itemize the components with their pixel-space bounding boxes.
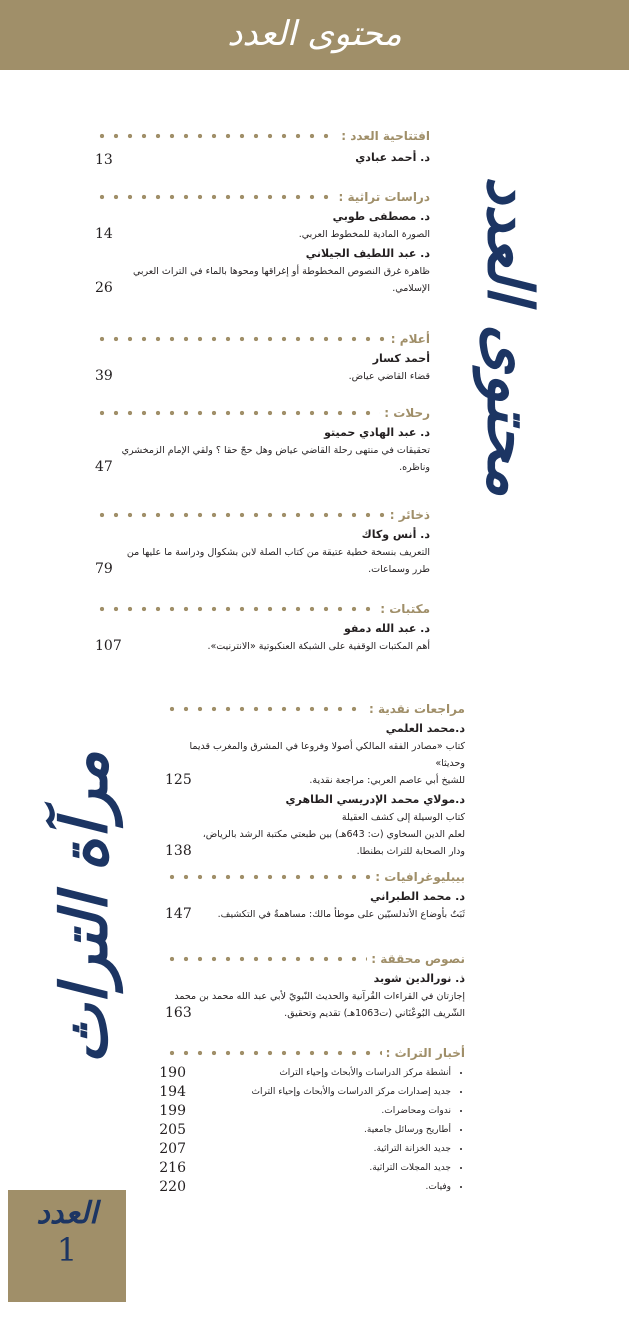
toc-section-treasures (95, 506, 430, 578)
list-item[interactable] (159, 1102, 451, 1121)
entry-title: ظاهرة غرق النصوص المخطوطة أو إغراقها ومحوها بالماء في التراث العربي (132, 266, 430, 277)
toc-entry-line[interactable] (95, 263, 430, 280)
toc-section-journeys (95, 404, 430, 476)
item-text: جديد المجلات التراثية. (369, 1163, 451, 1173)
entry-title: التعريف بنسخة خطية عتيقة من كتاب الصلة لابن بشكوال ودراسة ما عليها من (126, 547, 430, 558)
entry-title: ودار الصحابة للتراث بطنطا. (356, 846, 465, 857)
news-list (159, 1064, 465, 1197)
vertical-title-journal (30, 700, 140, 1100)
entry-title: إجازتان في القراءات القُرآنية والحديث النّبويّ لأبي عبد الله محمد بن محمد (174, 991, 465, 1002)
toc-entry-line[interactable] (165, 826, 465, 843)
dotted-rule (95, 133, 337, 139)
issue-badge (8, 1190, 126, 1302)
issue-number: 1 (56, 1231, 78, 1269)
toc-entry-line[interactable] (95, 280, 430, 297)
entry-title: الشّريف البُوعْنَاني (ت1063هـ) تقديم وتحقيق. (284, 1008, 465, 1019)
toc-section-figures (95, 330, 430, 385)
author-name: د. عبد اللطيف الجيلاني (305, 247, 430, 260)
section-title: رحلات : (384, 406, 430, 420)
toc-entry-line[interactable] (95, 459, 430, 476)
toc-section-studies (95, 188, 430, 297)
dotted-rule (165, 956, 367, 962)
toc-section-editorial (95, 127, 430, 169)
list-item[interactable] (159, 1083, 451, 1102)
page-number: 14 (95, 226, 113, 242)
entry-title: أهم المكتبات الوقفية على الشبكة العنكبوتية «الانترنيت». (207, 641, 430, 652)
issue-label: العدد (36, 1196, 98, 1231)
entry-title: الصورة المادية للمخطوط العربي. (298, 229, 430, 240)
page-number: 207 (159, 1141, 186, 1157)
page-number: 220 (159, 1179, 186, 1195)
entry-title: طرر وسماعات. (368, 564, 430, 575)
author-name: د. مصطفى طوبي (332, 210, 430, 223)
toc-entry-line[interactable] (165, 738, 465, 772)
item-text: ندوات ومحاضرات. (381, 1106, 451, 1116)
section-title: أخبار التراث : (385, 1046, 465, 1060)
page-number: 147 (165, 906, 192, 922)
section-title: أعلام : (390, 332, 430, 346)
page-number: 125 (165, 772, 192, 788)
page-number: 138 (165, 843, 192, 859)
list-item[interactable] (159, 1159, 451, 1178)
author-name: د.مولاي محمد الإدريسي الطاهري (285, 793, 465, 806)
entry-title: تحقيقات في منتهى رحلة القاضي عياض وهل حجّ حقا ؟ ولقي الإمام الزمخشري (121, 445, 430, 456)
author-name: ذ. نورالدين شوبد (373, 972, 465, 985)
section-title: افتتاحية العدد : (341, 129, 430, 143)
item-text: أنشطة مركز الدراسات والأبحاث وإحياء التراث (279, 1068, 451, 1078)
toc-entry-line[interactable] (95, 561, 430, 578)
author-name: د.محمد العلمي (385, 722, 465, 735)
entry-title: ثَبَتٌ بأوضاع الأندلسيّين على موطأ مالك: مساهمةٌ في التكشيف. (217, 909, 465, 920)
dotted-rule (95, 606, 376, 612)
toc-section-edited-texts (165, 950, 465, 1022)
toc-entry[interactable] (95, 149, 430, 169)
toc-entry-line[interactable] (165, 988, 465, 1005)
toc-entry-line[interactable] (165, 843, 465, 860)
list-item[interactable] (159, 1178, 451, 1197)
dotted-rule (165, 874, 371, 880)
page-number: 199 (159, 1103, 186, 1119)
toc-entry-line[interactable] (165, 809, 465, 826)
page-number: 39 (95, 368, 113, 384)
page-number: 47 (95, 459, 113, 475)
entry-title: لعلم الدين السخاوي (ت: 643هـ) بين طبعتي مكتبة الرشد بالرياض، (202, 829, 465, 840)
entry-title: للشيخ أبي عاصم العربي: مراجعة نقدية. (309, 775, 465, 786)
toc-entry-line[interactable] (95, 442, 430, 459)
toc-section-bibliographies (165, 868, 465, 923)
entry-title: كتاب الوسيلة إلى كشف العقيلة (341, 812, 465, 823)
toc-entry[interactable] (95, 368, 430, 385)
dotted-rule (95, 194, 335, 200)
dotted-rule (95, 410, 380, 416)
dotted-rule (95, 512, 386, 518)
section-title: نصوص محققة : (371, 952, 465, 966)
item-text: أطاريح ورسائل جامعية. (364, 1125, 451, 1135)
page-title: محتوى العدد (227, 14, 402, 54)
toc-entry[interactable] (165, 906, 465, 923)
toc-section-heritage-news (159, 1044, 465, 1197)
section-title: دراسات تراثية : (338, 190, 430, 204)
section-title: ذخائر : (389, 508, 430, 522)
toc-entry-line[interactable] (95, 544, 430, 561)
toc-section-reviews (165, 700, 465, 860)
page-number: 216 (159, 1160, 186, 1176)
author-name: د. أنس وكاك (361, 528, 430, 541)
section-title: مراجعات نقدية : (368, 702, 465, 716)
toc-section-libraries (95, 600, 430, 655)
dotted-rule (165, 706, 365, 712)
item-text: جديد إصدارات مركز الدراسات والأبحاث وإحياء التراث (251, 1087, 451, 1097)
header-band (0, 0, 629, 70)
section-title: مكتبات : (380, 602, 430, 616)
page-number: 26 (95, 280, 113, 296)
page-number: 190 (159, 1065, 186, 1081)
vertical-title-text: محتوى العدد (473, 176, 547, 497)
page-number: 163 (165, 1005, 192, 1021)
dotted-rule (95, 336, 387, 342)
author-name: د. محمد الطبراني (370, 890, 465, 903)
toc-entry-line[interactable] (165, 772, 465, 789)
toc-entry[interactable] (95, 638, 430, 655)
list-item[interactable] (159, 1121, 451, 1140)
author-name: د. أحمد عبادي (355, 151, 430, 164)
section-title: بيبليوغرافيات : (375, 870, 465, 884)
page-number: 79 (95, 561, 113, 577)
toc-entry[interactable] (95, 226, 430, 243)
page-number: 205 (159, 1122, 186, 1138)
entry-title: كتاب «مصادر الفقه المالكي أصولا وفروعا في المشرق والمغرب قديما وحديثا» (189, 741, 465, 769)
author-name: د. عبد الله دمفو (343, 622, 430, 635)
page-number: 194 (159, 1084, 186, 1100)
dotted-rule (165, 1050, 382, 1056)
entry-title: وناظره. (399, 462, 430, 473)
entry-title: الإسلامي. (392, 283, 430, 294)
list-item[interactable] (159, 1140, 451, 1159)
entry-title: قضاء القاضي عياض. (348, 371, 430, 382)
journal-logo-text: مرآة التراث (47, 750, 123, 1065)
toc-entry-line[interactable] (165, 1005, 465, 1022)
page-number: 107 (95, 638, 122, 654)
list-item[interactable] (159, 1064, 451, 1083)
item-text: جديد الخزانة التراثية. (373, 1144, 451, 1154)
page-number: 13 (95, 152, 113, 168)
vertical-title-contents (470, 150, 550, 530)
author-name: د. عبد الهادي حميتو (324, 426, 430, 439)
author-name: أحمد كسار (372, 352, 430, 365)
item-text: وفيات. (425, 1182, 451, 1192)
